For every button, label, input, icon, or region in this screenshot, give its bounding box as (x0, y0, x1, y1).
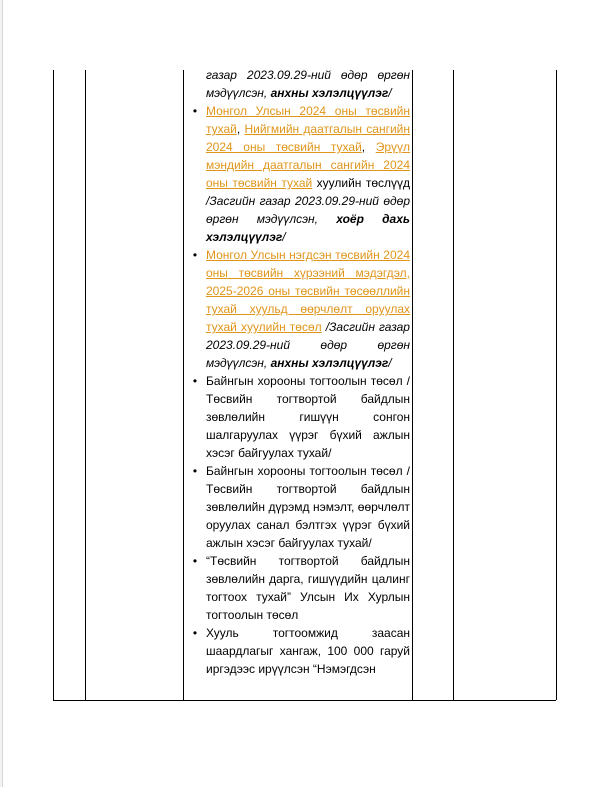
list-item-text: Хууль тогтоомжид заасан шаардлагыг хангаж, 100 000 гаруй иргэдээс ирүүлсэн “Нэмэгдсэн (206, 626, 410, 676)
agenda-list (187, 102, 410, 678)
continuation-text: газар 2023.09.29-ний өдөр өргөн мэдүүлсэн, анхны хэлэлцүүлэг/ (206, 68, 410, 100)
law-link-social-insurance-2024[interactable]: Нийгмийн даатгалын сангийн 2024 оны төсвийн тухай (206, 122, 410, 154)
bullet-icon: • (192, 464, 198, 478)
list-item: • Монгол Улсын 2024 оны төсвийн тухай, Нийгмийн даатгалын сангийн 2024 оны төсвийн тухай, Эрүүл мэндийн даатгалын сангийн 2024 оны төсвийн тухай хуулийн төслүүд /Засгийн газар 2023.09.29-ний өдөр өргөн мэдүүлсэн, хоёр дахь хэлэлцүүлэг/ (187, 102, 410, 246)
law-link-budget-framework[interactable]: Монгол Улсын нэгдсэн төсвийн 2024 оны төсвийн хүрээний мэдэгдэл, 2025-2026 оны төсвийн төсөөллийн тухай хуульд өөрчлөлт оруулах тухай хуулийн төсөл (206, 248, 410, 334)
agenda-cell (187, 66, 410, 678)
list-item-text: “Төсвийн тогтвортой байдлын зөвлөлийн дарга, гишүүдийн цалинг тогтоох тухай” Улсын Их Хурлын тогтоолын төсөл (206, 554, 410, 622)
document-page (2, 0, 611, 787)
list-item-text: Байнгын хорооны тогтоолын төсөл /Төсвийн тогтвортой байдлын зөвлөлийн дүрэмд нэмэлт, өөрчлөлт оруулах санал бэлтгэх үүрэг бүхий ажлын хэсэг байгуулах тухай/ (206, 464, 410, 550)
table-column-divider (412, 70, 413, 700)
list-item (187, 372, 410, 462)
list-item (187, 552, 410, 624)
bullet-icon: • (192, 248, 198, 262)
table-border-bottom (53, 700, 556, 701)
law-link-budget-2024[interactable]: Монгол Улсын 2024 оны төсвийн тухай (206, 104, 410, 136)
list-item (187, 624, 410, 678)
bullet-icon: • (192, 554, 198, 568)
list-item (187, 462, 410, 552)
law-link-health-insurance-2024[interactable]: Эрүүл мэндийн даатгалын сангийн 2024 оны төсвийн тухай (206, 140, 410, 190)
bullet-icon: • (192, 104, 198, 118)
table-column-divider (183, 70, 184, 700)
bullet-icon: • (192, 374, 198, 388)
bullet-icon: • (192, 626, 198, 640)
table-border-right (556, 70, 557, 700)
list-item-text: Байнгын хорооны тогтоолын төсөл /Төсвийн тогтвортой байдлын зөвлөлийн гишүүн сонгон шалгаруулах үүрэг бүхий ажлын хэсэг байгуулах тухай/ (206, 374, 410, 460)
list-item: • Монгол Улсын нэгдсэн төсвийн 2024 оны төсвийн хүрээний мэдэгдэл, 2025-2026 оны төсвийн төсөөллийн тухай хуульд өөрчлөлт оруулах тухай хуулийн төсөл /Засгийн газар 2023.09.29-ний өдөр өргөн мэдүүлсэн, анхны хэлэлцүүлэг/ (187, 246, 410, 372)
table-column-divider (453, 70, 454, 700)
table-column-divider (85, 70, 86, 700)
table-border-left (53, 70, 54, 700)
